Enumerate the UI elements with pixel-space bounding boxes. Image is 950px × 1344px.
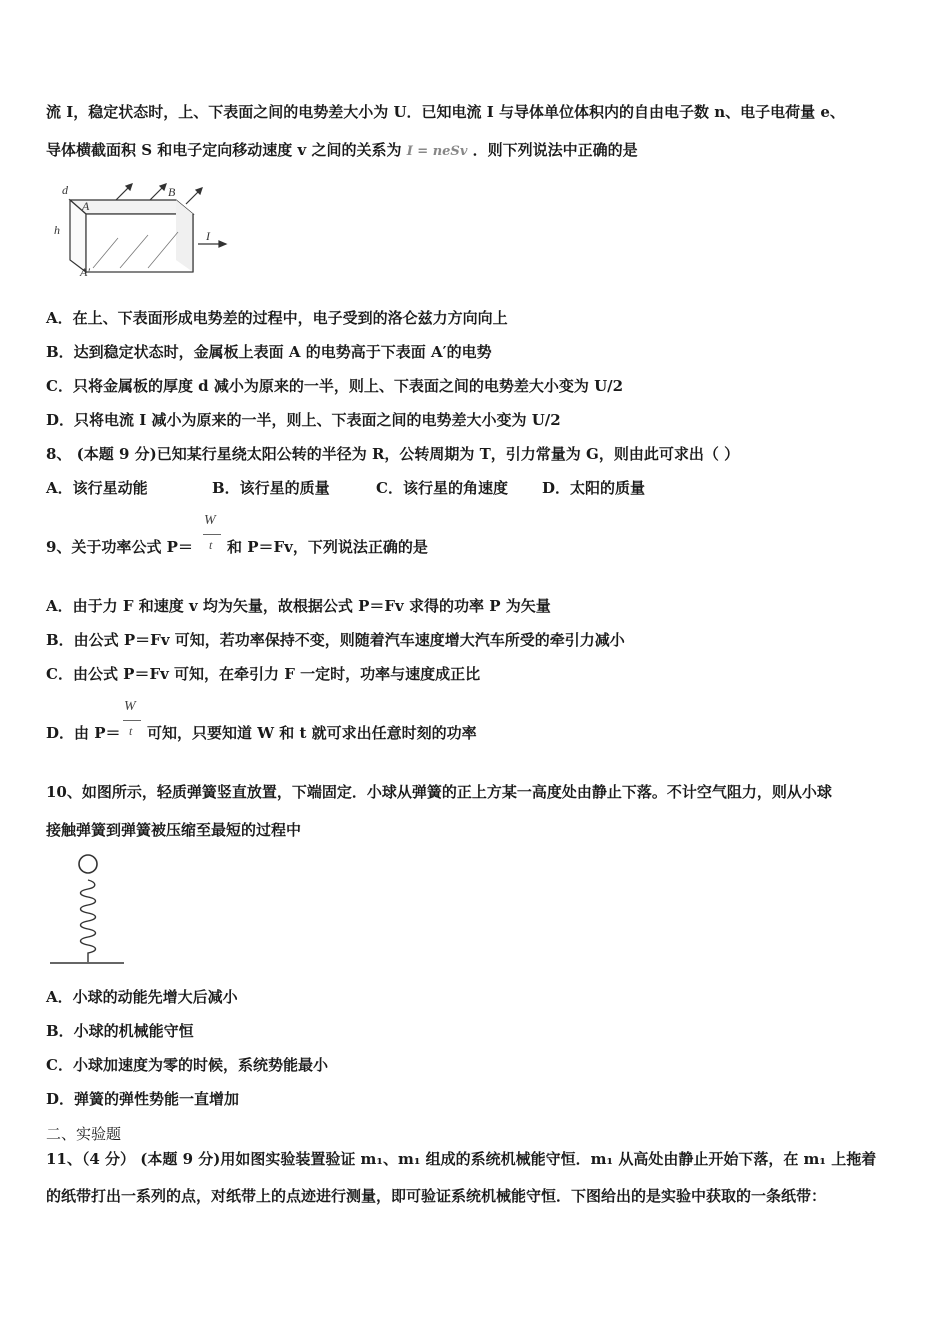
q9-frac-bar [203, 534, 221, 535]
q9d-frac-bar [123, 720, 141, 721]
q7-line2-pre: 导体横截面积 S 和电子定向移动速度 v 之间的关系为 [46, 141, 402, 159]
q7-option-c: C．只将金属板的厚度 d 减小为原来的一半，则上、下表面之间的电势差大小变为 U/2 [46, 377, 624, 395]
q8-option-b: B．该行星的质量 [212, 479, 330, 497]
q9-option-b: B．由公式 P＝Fv 可知，若功率保持不变，则随着汽车速度增大汽车所受的牵引力减小 [46, 631, 625, 649]
ball-icon [79, 855, 97, 873]
q9-option-d-pre: D．由 P＝ [46, 724, 121, 742]
q9-stem-post: 和 P＝Fv，下列说法正确的是 [227, 538, 428, 556]
q11-line2: 的纸带打出一系列的点，对纸带上的点迹进行测量，即可验证系统机械能守恒．下图给出的是实验中获取的一条纸带： [46, 1187, 827, 1205]
q9-frac-denominator: t [209, 538, 213, 552]
q7-option-a: A．在上、下表面形成电势差的过程中，电子受到的洛仑兹力方向向上 [46, 309, 508, 327]
q9-option-a: A．由于力 F 和速度 v 均为矢量，故根据公式 P＝Fv 求得的功率 P 为矢量 [46, 597, 551, 615]
q10-option-a: A．小球的动能先增大后减小 [46, 988, 238, 1006]
label-d: d [62, 183, 68, 197]
q9d-frac-denominator: t [129, 724, 133, 738]
spring-icon [81, 880, 96, 962]
q9-option-c: C．由公式 P＝Fv 可知，在牵引力 F 一定时，功率与速度成正比 [46, 665, 481, 683]
q8-stem: 8、 (本题 9 分)已知某行星绕太阳公转的半径为 R，公转周期为 T，引力常量为 G，则由此可求出（ ） [46, 445, 740, 463]
q9d-frac-numerator: W [124, 699, 136, 714]
hall-effect-figure [48, 180, 233, 280]
label-A-prime: A′ [80, 265, 90, 279]
q9-stem-pre: 9、关于功率公式 P＝ [46, 538, 193, 556]
q8-option-c: C．该行星的角速度 [376, 479, 508, 497]
section-title: 二、实验题 [46, 1125, 122, 1143]
spring-ball-figure [48, 852, 128, 970]
label-A: A [82, 199, 90, 213]
q7-line1: 流 I，稳定状态时，上、下表面之间的电势差大小为 U．已知电流 I 与导体单位体积内的自由电子数 n、电子电荷量 e、 [46, 103, 845, 121]
q7-formula: I = neSv [406, 144, 468, 159]
q9-option-d-post: 可知，只要知道 W 和 t 就可求出任意时刻的功率 [147, 724, 477, 742]
q10-option-b: B．小球的机械能守恒 [46, 1022, 194, 1040]
q7-line2 [46, 140, 638, 162]
q10-option-c: C．小球加速度为零的时候，系统势能最小 [46, 1056, 328, 1074]
label-I: I [206, 229, 210, 243]
q10-line2: 接触弹簧到弹簧被压缩至最短的过程中 [46, 821, 302, 839]
q10-option-d: D．弹簧的弹性势能一直增加 [46, 1090, 240, 1108]
q7-option-b: B．达到稳定状态时，金属板上表面 A 的电势高于下表面 A′的电势 [46, 343, 492, 361]
q8-option-d: D．太阳的质量 [542, 479, 646, 497]
q9-frac-numerator: W [204, 513, 216, 528]
label-B: B [168, 185, 176, 199]
label-h: h [54, 223, 60, 237]
q7-line2-post: ．则下列说法中正确的是 [472, 141, 638, 159]
q7-option-d: D．只将电流 I 减小为原来的一半，则上、下表面之间的电势差大小变为 U/2 [46, 411, 561, 429]
q8-option-a: A．该行星动能 [46, 479, 148, 497]
q10-line1: 10、如图所示，轻质弹簧竖直放置，下端固定．小球从弹簧的正上方某一高度处由静止下落。不计空气阻力，则从小球 [46, 783, 832, 801]
q11-line1: 11、（4 分） (本题 9 分)用如图实验装置验证 m₁、m₁ 组成的系统机械能守恒．m₁ 从高处由静止开始下落，在 m₁ 上拖着 [46, 1150, 877, 1168]
